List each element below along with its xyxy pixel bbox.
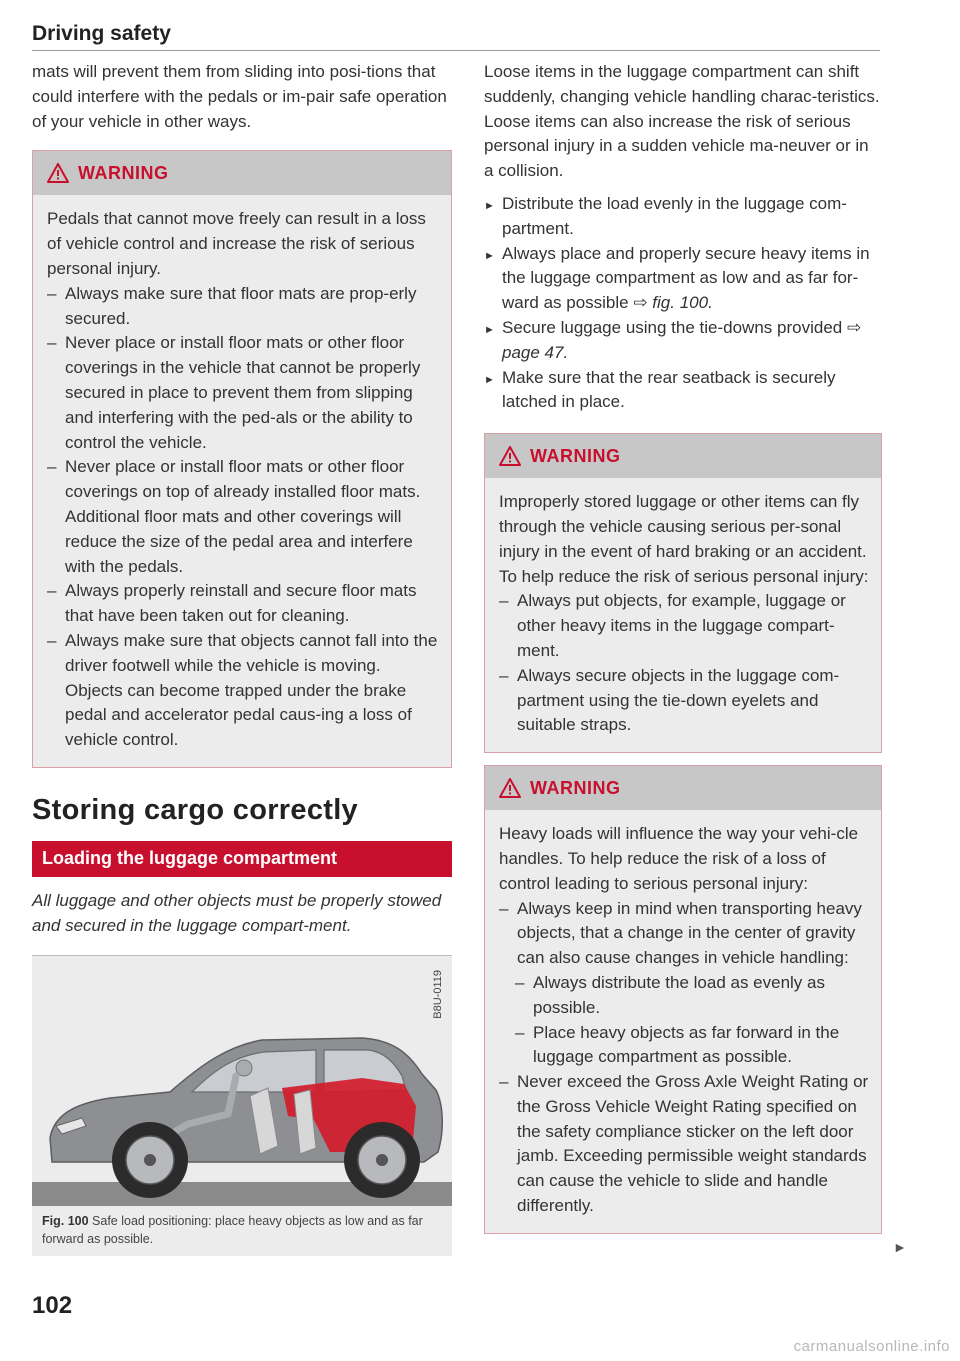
warning-item: – Always keep in mind when transporting heavy objects, that a change in the center of gravity can also cause changes in vehicle handling: [499, 897, 869, 971]
warning-label: WARNING [78, 162, 169, 183]
figure-caption [32, 1206, 452, 1256]
figure-reference-link[interactable]: ⇨ fig. 100. [633, 293, 713, 313]
warning-item: – Always put objects, for example, luggage or other heavy items in the luggage compart-ment. [499, 589, 869, 663]
footer-watermark: carmanualsonline.info [793, 1338, 950, 1355]
section-intro: All luggage and other objects must be properly stowed and secured in the luggage compart-ment. [32, 890, 442, 935]
warning-triangle-icon [47, 163, 69, 183]
car-illustration [32, 956, 452, 1206]
right-column [484, 60, 882, 1234]
warning-label: WARNING [530, 445, 621, 466]
warning-lead: Improperly stored luggage or other items can fly through the vehicle causing serious per-sonal injury in the event of hard braking or an accident. To help reduce the risk of serious personal injury: [499, 492, 869, 586]
bullet-text: Make sure that the rear seatback is securely latched in place. [502, 367, 836, 412]
warning-box-luggage [484, 433, 882, 753]
warning-item: – Always secure objects in the luggage com-partment using the tie-down eyelets and suitable straps. [499, 664, 869, 738]
page-number: 102 [32, 1292, 73, 1319]
page-header-title: Driving safety [32, 22, 171, 45]
figure-car-load [32, 955, 452, 1206]
warning-header [33, 151, 451, 195]
bullet-item [484, 366, 882, 416]
left-column [32, 60, 452, 1256]
warning-box-heavy-loads [484, 765, 882, 1234]
bullet-item [484, 242, 882, 316]
warning-header [485, 434, 881, 478]
header-divider [32, 50, 880, 51]
warning-item: – Always make sure that objects cannot fall into the driver footwell while the vehicle is moving. Objects can become trapped under the brake pedal and accelerator pedal caus-ing a loss of vehicle control. [47, 629, 439, 753]
bullet-text: Always place and properly secure heavy items in the luggage compartment as low and as far for-ward as possible [502, 243, 870, 313]
warning-subitem: – Place heavy objects as far forward in the luggage compartment as possible. [499, 1021, 869, 1071]
page-reference-link[interactable]: ⇨ page 47. [502, 317, 862, 362]
subsection-heading-bar: Loading the luggage compartment [32, 841, 452, 877]
section-heading: Storing cargo correctly [32, 793, 358, 826]
figure-caption-label: Fig. 100 [42, 1213, 89, 1228]
warning-item: – Never place or install floor mats or other floor coverings in the vehicle that cannot be properly secured in place to prevent them from slipping and interfering with the ped-als or the ability to control the vehicle. [47, 331, 439, 455]
left-intro-text: mats will prevent them from sliding into posi-tions that could interfere with the pedals or im-pair safe operation of your vehicle in other ways. [32, 62, 447, 131]
figure-caption-text: Safe load positioning: place heavy objects as low and as far forward as possible. [42, 1213, 423, 1246]
warning-subitem: – Always distribute the load as evenly as possible. [499, 971, 869, 1021]
warning-label: WARNING [530, 777, 621, 798]
warning-triangle-icon [499, 778, 521, 798]
continue-arrow-icon: ► [893, 1239, 907, 1255]
bullet-text: Secure luggage using the tie-downs provided [502, 317, 847, 337]
warning-box-pedals [32, 150, 452, 768]
warning-item: – Always make sure that floor mats are prop-erly secured. [47, 282, 439, 332]
warning-item: – Never place or install floor mats or other floor coverings on top of already installed floor mats. Additional floor mats and other coverings will reduce the size of the pedal area and interfere with the pedals. [47, 455, 439, 579]
figure-code: B8U-0119 [432, 969, 444, 1019]
warning-lead: Heavy loads will influence the way your vehi-cle handles. To help reduce the risk of a loss of control leading to serious personal injury: [499, 824, 859, 893]
bullet-item [484, 316, 882, 366]
warning-header [485, 766, 881, 810]
warning-item: – Always properly reinstall and secure floor mats that have been taken out for cleaning. [47, 579, 439, 629]
right-intro-text: Loose items in the luggage compartment can shift suddenly, changing vehicle handling charac-teristics. Loose items can also increase the risk of serious personal injury in a sudden vehicle ma-neuver or in a collision. [484, 62, 880, 181]
bullet-item [484, 192, 882, 242]
warning-triangle-icon [499, 446, 521, 466]
warning-item: – Never exceed the Gross Axle Weight Rating or the Gross Vehicle Weight Rating specified on the safety compliance sticker on the left door jamb. Exceeding permissible weight standards can cause the vehicle to slide and handle differently. [499, 1070, 869, 1219]
bullet-text: Distribute the load evenly in the luggage com-partment. [502, 193, 847, 238]
warning-lead: Pedals that cannot move freely can result in a loss of vehicle control and increase the risk of serious personal injury. [47, 209, 426, 278]
